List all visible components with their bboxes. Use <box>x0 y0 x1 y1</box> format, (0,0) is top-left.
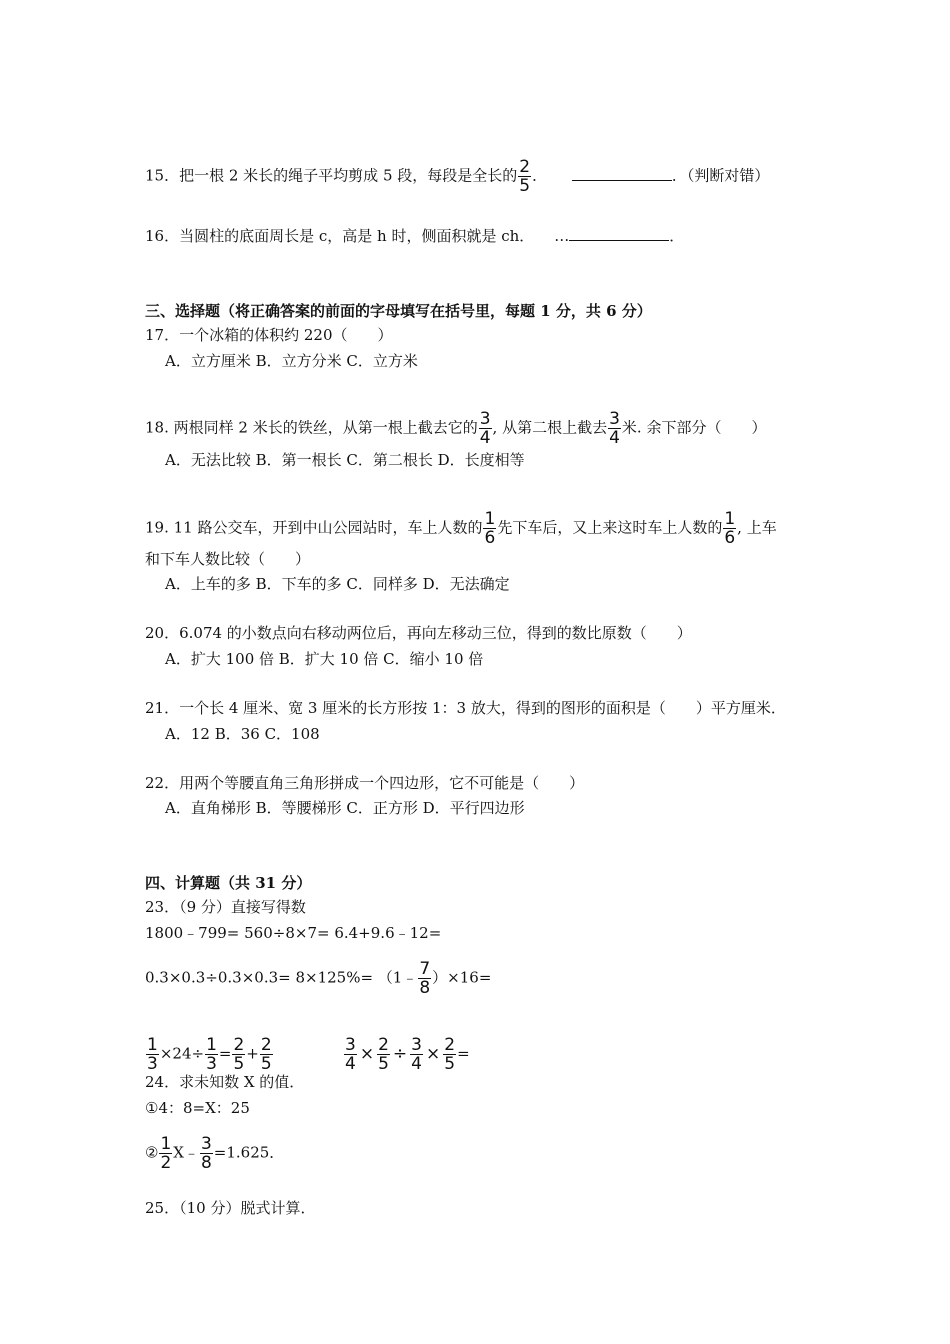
question-23-row-1: 1800﹣799= 560÷8×7= 6.4+9.6﹣12= <box>145 924 442 942</box>
question-23-row-3-left: $\frac{1}{3}$ ×24÷ $\frac{1}{3}$ = $\frac{2}{5}$ + $\frac{2}{5}$ <box>147 1035 272 1074</box>
question-15: 15．把一根 2 米长的绳子平均剪成 5 段，每段是全长的 $\frac{2}{5}$ ． ．（判断对错） <box>145 157 770 196</box>
fraction: $\frac{1}{3}$ <box>206 1035 217 1074</box>
fraction: $\frac{2}{5}$ <box>378 1035 389 1074</box>
question-21: 21．一个长 4 厘米、宽 3 厘米的长方形按 1：3 放大，得到的图形的面积是（ ）平方厘米． <box>145 699 786 717</box>
question-24-part-1: ①4：8=X：25 <box>145 1099 250 1117</box>
fraction: $\frac{3}{4}$ <box>609 409 620 448</box>
question-19-options: A．上车的多 B．下车的多 C．同样多 D．无法确定 <box>165 575 510 593</box>
fraction: $\frac{2}{5}$ <box>444 1035 456 1074</box>
fraction: $\frac{7}{8}$ <box>419 959 431 998</box>
question-25: 25．（10 分）脱式计算． <box>145 1199 316 1217</box>
fraction: $\frac{1}{6}$ <box>484 509 496 548</box>
answer-blank[interactable] <box>569 226 669 241</box>
fraction: $\frac{3}{4}$ <box>345 1035 356 1074</box>
fraction: $\frac{1}{6}$ <box>724 509 736 548</box>
question-23: 23．（9 分）直接写得数 <box>145 898 306 916</box>
question-23-row-3-right: $\frac{3}{4}$ × $\frac{2}{5}$ ÷ $\frac{3}{4}$ × $\frac{2}{5}$ = <box>345 1035 470 1074</box>
question-18: 18. 两根同样 2 米长的铁丝，从第一根上截去它的 $\frac{3}{4}$ , 从第二根上截去 $\frac{3}{4}$ 米. 余下部分（ ） <box>145 409 767 448</box>
question-20-options: A．扩大 100 倍 B．扩大 10 倍 C．缩小 10 倍 <box>165 650 484 668</box>
question-17-options: A．立方厘米 B．立方分米 C．立方米 <box>165 352 418 370</box>
fraction: $\frac{1}{3}$ <box>147 1035 158 1074</box>
fraction: $\frac{1}{2}$ <box>160 1134 172 1173</box>
fraction: $\frac{2}{5}$ <box>233 1035 245 1074</box>
section-3-title: 三、选择题（将正确答案的前面的字母填写在括号里，每题 1 分，共 6 分） <box>145 302 652 320</box>
question-21-options: A．12 B．36 C．108 <box>165 725 320 743</box>
question-24: 24．求未知数 X 的值． <box>145 1073 305 1091</box>
section-4-title: 四、计算题（共 31 分） <box>145 874 312 892</box>
question-18-options: A．无法比较 B．第一根长 C．第二根长 D．长度相等 <box>165 451 525 469</box>
answer-blank[interactable] <box>572 166 672 181</box>
question-19-line-2: 和下车人数比较（ ） <box>145 550 311 568</box>
fraction: $\frac{3}{8}$ <box>200 1134 212 1173</box>
question-19: 19. 11 路公交车，开到中山公园站时，车上人数的 $\frac{1}{6}$ 先下车后，又上来这时车上人数的 $\frac{1}{6}$ , 上车 <box>145 509 777 548</box>
fraction: $\frac{3}{4}$ <box>479 409 491 448</box>
fraction: $\frac{2}{5}$ <box>519 157 531 196</box>
fraction: $\frac{2}{5}$ <box>260 1035 272 1074</box>
question-22-options: A．直角梯形 B．等腰梯形 C．正方形 D．平行四边形 <box>165 799 525 817</box>
question-16: 16．当圆柱的底面周长是 c，高是 h 时，侧面积就是 ch． … ． <box>145 227 685 245</box>
question-22: 22．用两个等腰直角三角形拼成一个四边形，它不可能是（ ） <box>145 774 585 792</box>
question-23-row-2: 0.3×0.3÷0.3×0.3= 8×125%= （1﹣ $\frac{7}{8}$ ）×16= <box>145 959 492 998</box>
question-24-part-2: ② $\frac{1}{2}$ X﹣ $\frac{3}{8}$ =1.625． <box>145 1134 285 1173</box>
fraction: $\frac{3}{4}$ <box>411 1035 422 1074</box>
question-20: 20．6.074 的小数点向右移动两位后，再向左移动三位，得到的数比原数（ ） <box>145 624 692 642</box>
question-17: 17．一个冰箱的体积约 220（ ） <box>145 326 393 344</box>
